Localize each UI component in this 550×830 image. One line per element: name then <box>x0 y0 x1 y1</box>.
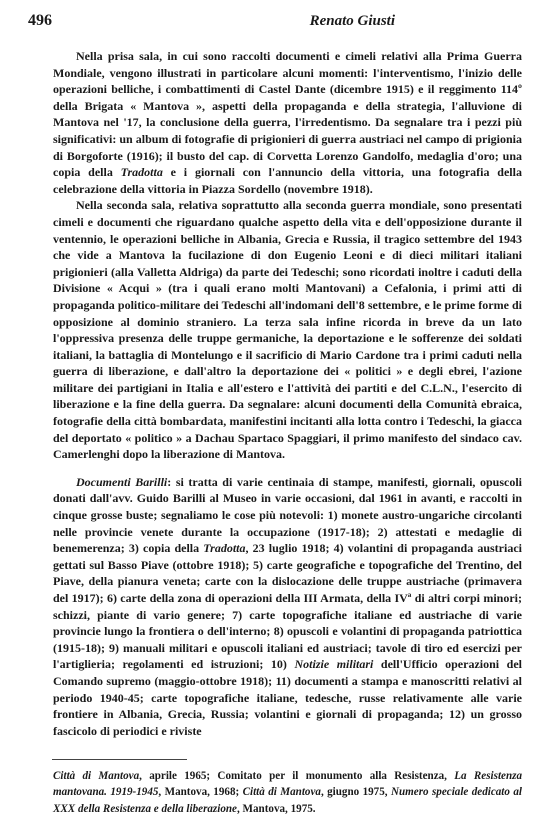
footnote-part: , Mantova, 1968; <box>158 786 243 799</box>
paragraph-text: , 23 luglio 1918; 4) volantini di propaganda austriaci gettati sul Basso Piave (ottobre 1918); 5) carte geografiche e topografiche del Trentino, del Piave, della pianura veneta; carte con la dislocazione delle truppe austriache (primavera del 1917); 6) carte della zona di operazioni della III Armata, della IVª di altri corpi minori; schizzi, piante di vario genere; 7) carte topografiche italiane ed austriache di varie provincie lungo la frontiera o dell'interno; 8) opuscoli e volantini di propaganda patriottica (1915-18); 9) manuali militari e opuscoli italiani ed austriaci; tavole di tiro ed esercizi per l'artiglieria; regolamenti ed istruzioni; 10) <box>53 541 522 672</box>
paragraph-barilli-documents <box>53 474 522 740</box>
footnote-source: Città di Mantova <box>53 770 140 782</box>
paragraph-text: e i giornali con l'annuncio della vittoria, una fotografia della celebrazione della vittoria in Piazza Sordello (novembre 1918). <box>53 165 522 196</box>
running-head: Renato Giusti <box>309 13 395 29</box>
footnote-part: , giugno 1975, <box>320 786 391 799</box>
footnote-source: Città di Mantova <box>242 786 321 799</box>
title-tradotta: Tradotta <box>203 541 246 556</box>
footnote <box>53 768 522 817</box>
footnote-rule <box>52 759 187 760</box>
main-text <box>53 48 522 739</box>
paragraph-second-room: Nella seconda sala, relativa soprattutto alla seconda guerra mondiale, sono presentati cimeli e documenti che riguardano qualche aspetto della vita e dell'opposizione durante il ventennio, le operazioni belliche in Albania, Grecia e Russia, il tragico settembre del 1943 che vide a Mantova la fucilazione di don Eugenio Leoni e di dieci militari italiani prigionieri (alla Valletta Aldriga) da parte dei Tedeschi; sono ricordati inoltre i caduti della Divisione « Acqui » (tra i quali erano molti Mantovani) a Cefalonia, i primi atti di propaganda politico-militare dei Tedeschi all'indomani dell'8 settembre, e le prime forme di opposizione al dominio straniero. La terza sala infine ricorda in breve da un lato l'oppressiva presenza delle truppe germaniche, la deportazione e le sofferenze dei soldati italiani, la battaglia di Montelungo e il sacrificio di Mario Cardone tra i primi caduti nella guerra di liberazione, e dall'altro la deportazione dei « politici » e degli ebrei, l'azione militare dei partigiani in Italia e all'estero e l'attività dei partiti e del C.L.N., l'esercito di liberazione e la fine della guerra. Da segnalare: alcuni documenti della Comunità ebraica, fotografie della città bombardata, manifestini incitanti alla lotta contro i Tedeschi, la giacca del deportato « politico » a Dachau Spartaco Spaggiari, il primo manifesto del sindaco cav. Camerlenghi dopo la liberazione di Mantova. <box>53 198 522 462</box>
section-lead: Documenti Barilli <box>76 474 168 489</box>
paragraph-text: dell'Ufficio operazioni del Comando supremo (maggio-ottobre 1918); 11) documenti a stampa e manoscritti relativi al periodo 1940-45; carte topografiche italiane, tedesche, russe relativamente alle varie frontiere in Albania, Grecia, Russia; volantini e giornali di propaganda; 12) un grosso fascicolo di periodici e riviste <box>53 657 523 738</box>
footnote-part: , aprile 1965; Comitato per il monumento alla Resistenza, <box>139 770 455 782</box>
paragraph-text: : si tratta di varie centinaia di stampe, manifesti, giornali, opuscoli donati dall'avv. Guido Barilli al Museo in varie occasioni, dal 1961 in avanti, e raccolti in cinque grosse buste; segnaliamo le cose più notevoli: 1) monete austro-ungariche circolanti nelle provincie venete durante la occupazione (1917-18); 2) attestati e medaglie di benemerenza; 3) copia della <box>53 474 523 556</box>
paragraph-spacer <box>53 463 522 474</box>
footnote-text <box>53 768 522 817</box>
page-number: 496 <box>28 12 52 29</box>
page-header <box>28 12 520 32</box>
paragraph-text: Nella prisa sala, in cui sono raccolti documenti e cimeli relativi alla Prima Guerra Mondiale, vengono illustrati in particolare alcuni momenti: l'interventismo, l'inizio delle operazioni belliche, i combattimenti di Castel Dante (dicembre 1915) e il reggimento 114º della Brigata « Mantova », aspetti della propaganda e della strategia, l'alluvione di Mantova nel '17, la conclusione della guerra, l'irredentismo. Da segnalare tra i pezzi più significativi: un album di fotografie di prigionieri di guerra austriaci nel campo di prigionia di Borgoforte (1916); il busto del cap. di Corvetta Lorenzo Gandolfo, medaglia d'oro; una copia della <box>53 49 522 180</box>
title-notizie-militari: Notizie militari <box>294 657 374 672</box>
footnote-part: , Mantova, 1975. <box>236 802 316 815</box>
footnote-source: La Resistenza mantovana. 1919-1945 <box>53 770 522 799</box>
title-tradotta: Tradotta <box>120 165 163 180</box>
footnote-source: Numero speciale dedicato al XXX della Resistenza e della liberazione <box>53 786 522 815</box>
paragraph-first-room <box>53 48 522 197</box>
